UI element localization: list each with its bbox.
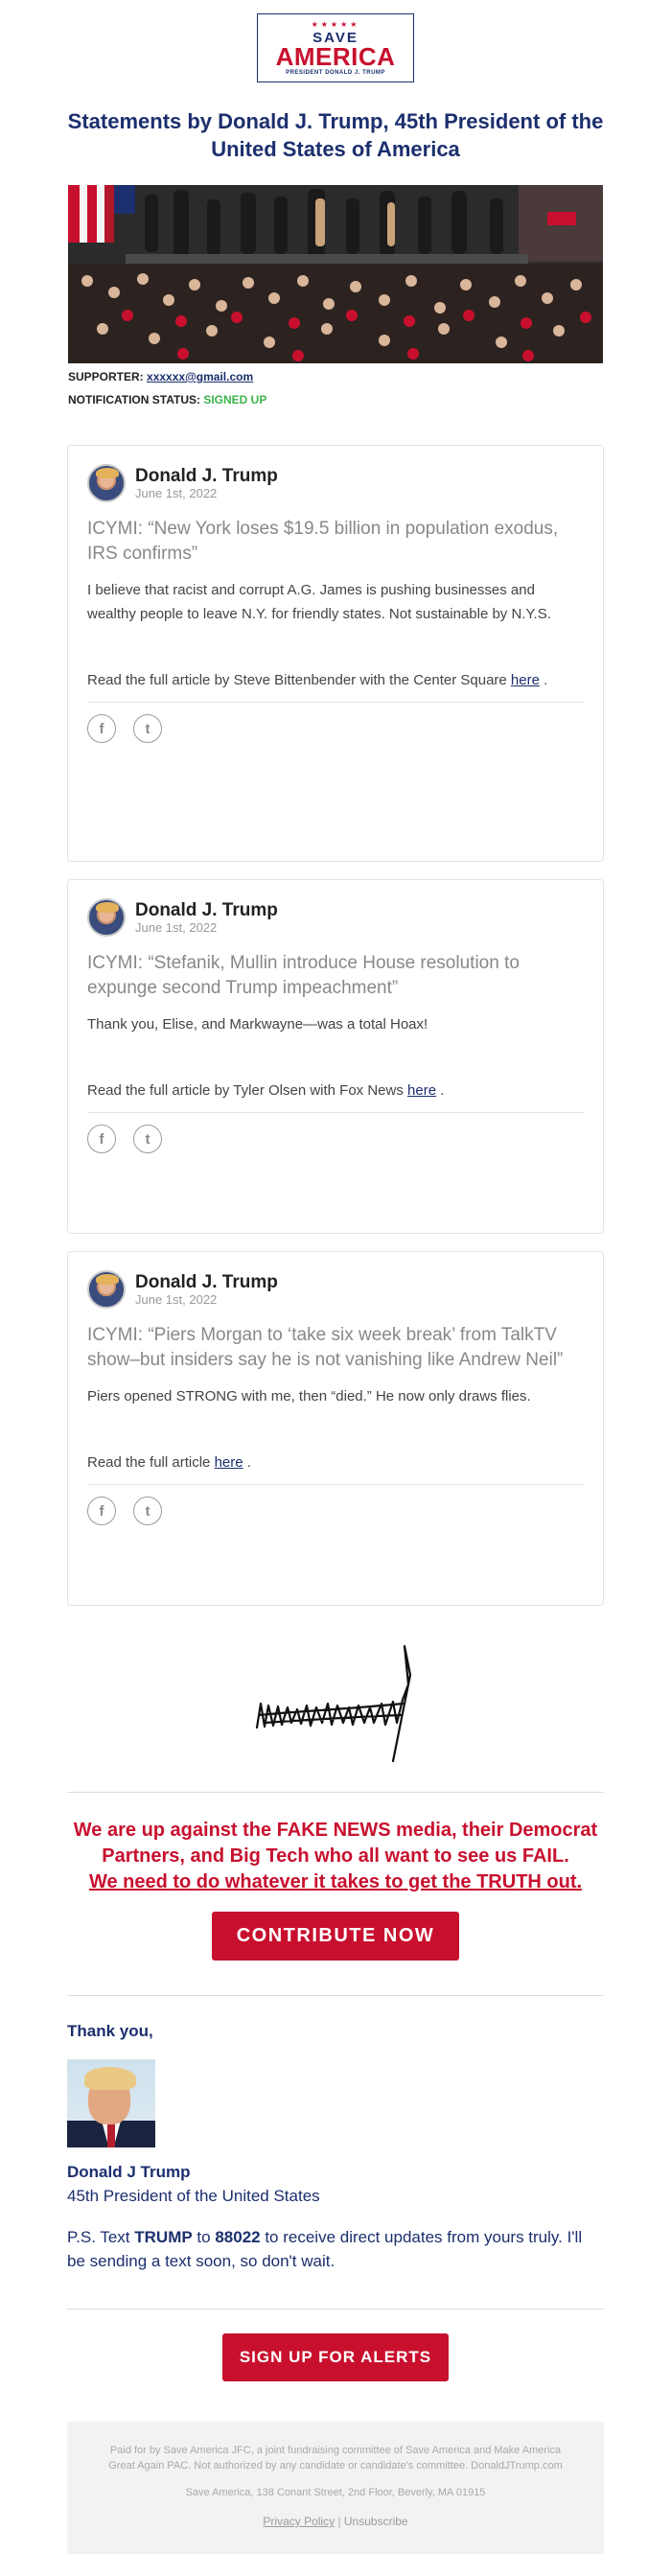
logo-save-text: SAVE	[312, 30, 359, 46]
card-header	[87, 1269, 584, 1310]
author-avatar	[87, 898, 126, 937]
logo-stars: ★★★★★	[311, 20, 360, 29]
save-america-logo[interactable]	[257, 13, 414, 82]
card-author	[135, 900, 278, 936]
statement-card	[67, 1251, 604, 1606]
post-date: June 1st, 2022	[135, 1291, 218, 1307]
ps-suffix: to receive direct updates from yours truly. I'll be sending a text soon, so don't wait.	[67, 2228, 583, 2270]
signature-scribble	[240, 1627, 431, 1771]
supporter-email-link[interactable]: xxxxxx@gmail.com	[147, 370, 254, 383]
footer-separator: |	[335, 2515, 344, 2528]
hero-rally-image	[68, 185, 603, 363]
post-body: I believe that racist and corrupt A.G. James is pushing businesses and wealthy people to leave N.Y. for friendly states. Not sustainable by N.Y.S.	[87, 582, 551, 622]
read-article-suffix: .	[539, 672, 548, 688]
supporter-row	[68, 365, 603, 388]
card-header	[87, 463, 584, 503]
signoff-section	[67, 2021, 604, 2273]
ps-shortcode: 88022	[215, 2228, 261, 2246]
post-body: Piers opened STRONG with me, then “died.” He now only draws flies.	[87, 1388, 531, 1404]
share-buttons	[87, 1125, 584, 1153]
logo-america-text: AMERICA	[275, 42, 396, 71]
twitter-icon[interactable]: t	[133, 1125, 162, 1153]
sign-up-for-alerts-button[interactable]: SIGN UP FOR ALERTS	[222, 2333, 449, 2381]
read-article-text: Read the full article	[87, 1454, 215, 1471]
section-divider	[67, 1995, 604, 1996]
supporter-label: SUPPORTER:	[68, 370, 144, 383]
article-link[interactable]: here	[214, 1454, 243, 1471]
supporter-meta	[68, 365, 603, 411]
paid-for-disclaimer: Paid for by Save America JFC, a joint fundraising committee of Save America and Make America Great Again PAC. Not authorized by any candidate or candidate's committee. DonaldJTrump.com	[108, 2445, 563, 2472]
post-title: ICYMI: “New York loses $19.5 billion in population exodus, IRS confirms”	[87, 519, 559, 564]
twitter-icon[interactable]: t	[133, 714, 162, 743]
trump-portrait-photo	[67, 2059, 155, 2147]
card-author	[135, 1272, 278, 1308]
signer-name: Donald J Trump	[67, 2163, 191, 2181]
portrait-tie	[107, 2123, 115, 2147]
fake-news-line: We are up against the FAKE NEWS media, their Democrat Partners, and Big Tech who all want to see us FAIL.	[73, 1820, 598, 1867]
twitter-icon[interactable]: t	[133, 1497, 162, 1525]
notification-status-row	[68, 388, 603, 411]
article-link[interactable]: here	[510, 672, 540, 688]
privacy-policy-link[interactable]: Privacy Policy	[263, 2515, 336, 2528]
author-avatar	[87, 1270, 126, 1309]
read-article-line	[87, 1450, 584, 1474]
post-body: Thank you, Elise, and Markwayne—was a total Hoax!	[87, 1016, 428, 1033]
read-article-line	[87, 668, 584, 692]
share-buttons	[87, 714, 584, 743]
logo-subtitle: PRESIDENT DONALD J. TRUMP	[286, 70, 385, 76]
facebook-icon[interactable]: f	[87, 1125, 116, 1153]
truth-out-line[interactable]: We need to do whatever it takes to get the TRUTH out.	[88, 1871, 583, 1892]
fake-news-callout	[48, 1818, 623, 1895]
contribute-now-button[interactable]: CONTRIBUTE NOW	[212, 1912, 459, 1961]
mailing-address: Save America, 138 Conant Street, 2nd Floor, Beverly, MA 01915	[185, 2487, 486, 2498]
portrait-hair	[84, 2067, 136, 2090]
author-avatar	[87, 464, 126, 502]
read-article-suffix: .	[243, 1454, 251, 1471]
author-name: Donald J. Trump	[135, 465, 278, 486]
trump-signature	[240, 1627, 431, 1771]
page-title: Statements by Donald J. Trump, 45th President of the United States of America	[67, 109, 604, 161]
read-article-line	[87, 1079, 584, 1102]
signer-title: 45th President of the United States	[67, 2187, 320, 2205]
read-article-text: Read the full article by Steve Bittenbender with the Center Square	[87, 672, 511, 688]
ps-text	[67, 2225, 604, 2273]
card-header	[87, 897, 584, 938]
notification-status-label: NOTIFICATION STATUS:	[68, 393, 200, 406]
ps-keyword: TRUMP	[134, 2228, 193, 2246]
card-divider	[87, 702, 584, 703]
section-divider	[67, 1792, 604, 1793]
article-link[interactable]: here	[407, 1082, 437, 1099]
ps-prefix: P.S. Text	[67, 2228, 135, 2246]
statement-card	[67, 445, 604, 862]
footer-links	[96, 2514, 575, 2529]
share-buttons	[87, 1497, 584, 1525]
card-divider	[87, 1112, 584, 1113]
unsubscribe-link[interactable]: Unsubscribe	[343, 2515, 408, 2528]
facebook-icon[interactable]: f	[87, 714, 116, 743]
ps-mid: to	[192, 2228, 216, 2246]
author-name: Donald J. Trump	[135, 899, 278, 920]
read-article-suffix: .	[436, 1082, 445, 1099]
statement-card	[67, 879, 604, 1234]
author-name: Donald J. Trump	[135, 1271, 278, 1292]
card-divider	[87, 1484, 584, 1485]
post-title: ICYMI: “Stefanik, Mullin introduce House resolution to expunge second Trump impeachment”	[87, 953, 520, 998]
read-article-text: Read the full article by Tyler Olsen with Fox News	[87, 1082, 408, 1099]
footer	[67, 2422, 604, 2554]
card-author	[135, 466, 278, 501]
post-date: June 1st, 2022	[135, 919, 218, 935]
post-date: June 1st, 2022	[135, 485, 218, 500]
post-title: ICYMI: “Piers Morgan to ‘take six week break’ from TalkTV show–but insiders say he is not vanishing like Andrew Neil”	[87, 1325, 564, 1370]
rally-crowd-illustration	[68, 185, 603, 363]
notification-status-value: SIGNED UP	[203, 393, 267, 406]
facebook-icon[interactable]: f	[87, 1497, 116, 1525]
thank-you-text: Thank you,	[67, 2022, 153, 2040]
